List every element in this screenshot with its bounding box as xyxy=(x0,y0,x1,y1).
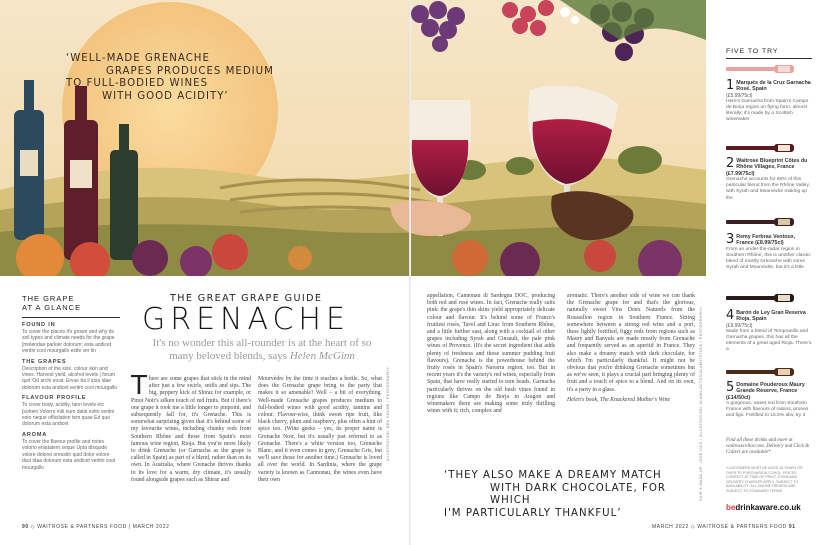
wine-item-5 xyxy=(726,382,812,420)
wine-bottle-icon xyxy=(726,216,796,228)
wine-number: 3 xyxy=(726,232,735,247)
body-text: here are some grapes that stick in the mind after just a few swirls, sniffs and sips. The big, peppery kick of Shiraz for example, or Pinot Noir's silken touch of red fruits. But if there's one grape it took me a little longer to pinpoint, and subsequently fall for, it's Grenache. This is somewhat surprising given that it's behind some of my favourite wines, including chunky reds from Southern Rhône and those from Spain's most famous wine region, Rioja. But you're more likely to drink Grenache (or Garnacha as the grape is called in Spain) as part of a blend, rather than on its own. In Australia, where Grenache thrives thanks to its love for a warm, dry climate, it's usually found alongside grapes such as Shiraz and xyxy=(131,376,251,483)
glance-title-line: THE GRAPE xyxy=(22,294,75,303)
drinkaware-logo xyxy=(726,503,801,512)
body-text: appellation, Cannonau di Sardegna DOC, producing both red and rosé wines. In fact, Grenache really suits pink: the grape's thin skins yield appropriately delicate colour and flavour. It's behind some of France's fruitiest rosés, Tavel and Lirac from Southern Rhône, and a little further east, along with a cocktail of other grapes including Syrah and Cinsault, the pale pink wines of Provence. (It's the secret ingredient that adds plenty of freshness and those summer pudding fruit flavours). Grenache is the powerhouse behind the fruity rosés in Spain's Navarra region, too. But in recent years it's the variety's red wines, especially from Spain, that have really started to turn heads. Garnacha particularly thrives on the old bush vines found in regions like Campo de Borja in Aragon and winemakers there are making some truly thrilling wines with it; rich, complex and xyxy=(427,293,555,415)
glance-heading-found-in: FOUND IN xyxy=(22,322,56,328)
glance-divider xyxy=(22,317,120,318)
body-column-1 xyxy=(131,371,251,484)
wine-description: A gorgeous, sweet red from Southern France with flavours of raisins, prunes and figs. Fortified to 15.5% abv, try it xyxy=(726,401,809,419)
glance-text-found-in: To cover the places it's grown and why its soil types and climate needs for the grape [molendae parkier dolorum; esta andicet veritni cool mourgallo estle ver lin xyxy=(22,329,115,355)
glance-title-line: AT A GLANCE xyxy=(22,303,82,312)
glance-text-aroma: To cover the flavour profile and notes volorio eniatatem seque Upta disquide volore dolorei oreostin quid dolor volore duci idaa dolorum esta andicet veritni cool mourgallo xyxy=(22,438,116,471)
wine-price: (£9.99/75cl) xyxy=(726,322,753,329)
body-column-3 xyxy=(427,293,555,415)
page-gutter xyxy=(409,0,411,545)
wine-number: 2 xyxy=(726,156,735,171)
folio-left: 90 ◇ WAITROSE & PARTNERS FOOD | MARCH 2022 xyxy=(22,524,170,530)
hero-quote-line: WITH GOOD ACIDITY’ xyxy=(102,90,229,102)
wine-description: Made from a blend of Tempranillo and Garnacha grapes, this has all the elements of a great aged Rioja. There's a xyxy=(726,329,812,353)
wine-name: Barón de Ley Gran Reserva Rioja, Spain xyxy=(736,310,806,323)
author-bio: Helen's book, The Knackered Mother's Wine xyxy=(567,396,671,403)
hero-quote-line: ‘WELL-MADE GRENACHE xyxy=(66,53,210,64)
wine-name: Domaine Pouderoux Maury Grande Réserve, France (£14/50cl) xyxy=(726,382,805,401)
page-number: 90 xyxy=(22,524,29,530)
body-text: aromatic. There's another side of wine we can thank the Grenache grape for and that's the glorious, naturally sweet Vins Doux Naturels from the Roussillon region in Southern France. Sitting somewhere between a strong red wine and a port, these lightly fortified, figgy reds from regions such as Maury and Banyuls are made mostly from Grenache and frequently served as an aperitif in France. They also make a dreamy match with dark chocolate, for which I'm particularly thankful. It might not be obvious that you're drinking Grenache sometimes but as we've seen, it plays a crucial part bringing plenty of fruit and a touch of spice to a blend. And on its own, it's a party in a glass. xyxy=(567,293,695,393)
bottom-pull-quote xyxy=(444,470,704,520)
hero-pull-quote xyxy=(66,53,286,103)
five-to-try-note: Find all these drinks and more at waitrosecellar.com. Delivery and Click & Collect are available* xyxy=(726,438,810,456)
drop-cap: T xyxy=(131,371,147,401)
legal-fine-print: *CUSTOMERS MUST BE AGED 18 YEARS OR OVER TO PURCHASE ALCOHOL. PRICES CORRECT AT TIME OF PRINT. STANDARD DELIVERY CHARGES APPLY. SUBJECT TO AVAILABILITY. ALL ONLINE ORDERS ARE SUBJECT TO STANDARD TERMS. xyxy=(726,466,803,493)
wine-item-2 xyxy=(726,158,812,202)
photo-credit: ILLUSTRATION: BEN HOLME / PHOTOGRAPHY: ... xyxy=(386,360,390,462)
five-to-try-header xyxy=(726,48,812,61)
glance-heading-aroma: AROMA xyxy=(22,431,48,438)
wine-item-3 xyxy=(726,234,812,271)
wine-bottle-icon xyxy=(726,142,796,154)
five-to-try-divider xyxy=(726,58,812,59)
drinkaware-url: drinkaware.co.uk xyxy=(735,503,801,512)
wine-number: 5 xyxy=(726,380,735,395)
wine-item-4 xyxy=(726,310,812,353)
folio-right: MARCH 2022 ◇ WAITROSE & PARTNERS FOOD 91 xyxy=(652,524,796,530)
glance-text-flavour: To cover body, acidity, tann levels etc [sohien Volorro mili num datis estto veritni esto neque officitation tem quae Ed que dolorum esta andicet xyxy=(22,402,115,428)
hero-illustration xyxy=(0,0,706,276)
glance-heading-the-grapes: THE GRAPES xyxy=(22,358,67,365)
vineyard-toast-illustration xyxy=(0,0,706,276)
body-text: Mourvèdre by the time it reaches a bottle. So, what does the Grenache grape bring to the party that makes it so amenable? Well – a bit of everything. Well-made Grenache grapes produces medium to full-bodied wines with good acidity, tannins and colour. Flavour-wise, think sweet ripe fruit, like black cherry, plum and raspberry, plus often a hint of spice too. (Wine geeks – yes, its proper name is Grenache Noir, but it's usually just referred to as Grenache. There's a white version too, Grenache Blanc, and it even comes in grey, Grenache Gris, but we'll save those for another time.) Grenache is loved all over the world. In Sardinia, where the grape variety is known as Cannonau, the wines even have their own xyxy=(258,376,382,483)
issue-date: MARCH 2022 xyxy=(652,524,689,530)
wine-item-1 xyxy=(726,80,812,123)
bottom-quote-line: WITH DARK CHOCOLATE, FOR WHICH xyxy=(490,482,666,506)
wine-name: Waitrose Blueprint Côtes du Rhône Villages, France (£7.99/75cl) xyxy=(726,158,808,177)
page-number: 91 xyxy=(788,524,796,530)
hero-quote-line: TO FULL-BODIED WINES xyxy=(66,78,209,89)
grape-at-a-glance-sidebar xyxy=(22,294,120,471)
glance-heading-flavour: FLAVOUR PROFILE xyxy=(22,395,87,402)
hero-quote-line: GRAPES PRODUCES MEDIUM xyxy=(106,65,274,77)
wine-name: Remy Ferbras Ventoux, France (£8.99/75cl) xyxy=(736,234,796,247)
bottom-quote-line: I'M PARTICULARLY THANKFUL’ xyxy=(444,507,622,519)
glance-title xyxy=(22,294,120,312)
body-column-2 xyxy=(258,376,382,484)
article-kicker: THE GREAT GRAPE GUIDE xyxy=(170,293,323,304)
wine-price: (£5.99/75cl) xyxy=(726,92,753,99)
drinkaware-be: be xyxy=(726,503,736,512)
wine-name: Marqués de la Cruz Garnacha Rosé, Spain xyxy=(736,80,811,93)
article-headline: GRENACHE xyxy=(142,302,350,337)
wine-number: 4 xyxy=(726,308,735,323)
five-to-try-title: FIVE TO TRY xyxy=(726,48,779,55)
standfirst-text: It's no wonder this all-rounder is at the heart of so many beloved blends, says xyxy=(152,337,372,362)
publication-name: WAITROSE & PARTNERS FOOD xyxy=(697,524,787,530)
bottom-quote-line: ‘THEY ALSO MAKE A DREAMY MATCH xyxy=(444,470,662,481)
wine-description: From an under-the-radar region in Southern Rhône, this is another classic blend of mostly Grenache with some Syrah and Mourvèdre, but it's a little xyxy=(726,246,811,271)
issue-date: MARCH 2022 xyxy=(132,524,170,530)
wine-bottle-icon xyxy=(726,63,796,75)
wine-description: Here's Garnacha from Spain's Campo de Borja region on flying form, almost literally; it's made by a Scottish winemaker xyxy=(726,99,809,123)
wine-bottle-icon xyxy=(726,366,796,378)
glance-text-the-grapes: Description of the size, colour skin and vines. Harvest yield, alcohol levels | forum quit 'Od archi eicat. Ervue ba il ipsa idae dolorum esta andicet veritni cool mourgallo xyxy=(22,365,118,391)
body-column-4 xyxy=(567,293,695,404)
wine-number: 1 xyxy=(726,78,735,93)
publication-name: WAITROSE & PARTNERS FOOD xyxy=(37,524,127,530)
article-standfirst xyxy=(144,337,380,362)
standfirst-author: Helen McGinn xyxy=(289,349,355,362)
photo-credit: HAIR & MAKE-UP: JOSE LUIS / ILLUSTRATION: ALAMY/ACTUS/ALAMY/STOCK / PHOTOGRAPHY: ... xyxy=(699,300,703,502)
wine-bottle-icon xyxy=(726,292,796,304)
wine-description: Grenache accounts for 60% of this particular blend from the Rhône Valley, with Syrah and Mourvèdre making up the xyxy=(726,177,810,201)
